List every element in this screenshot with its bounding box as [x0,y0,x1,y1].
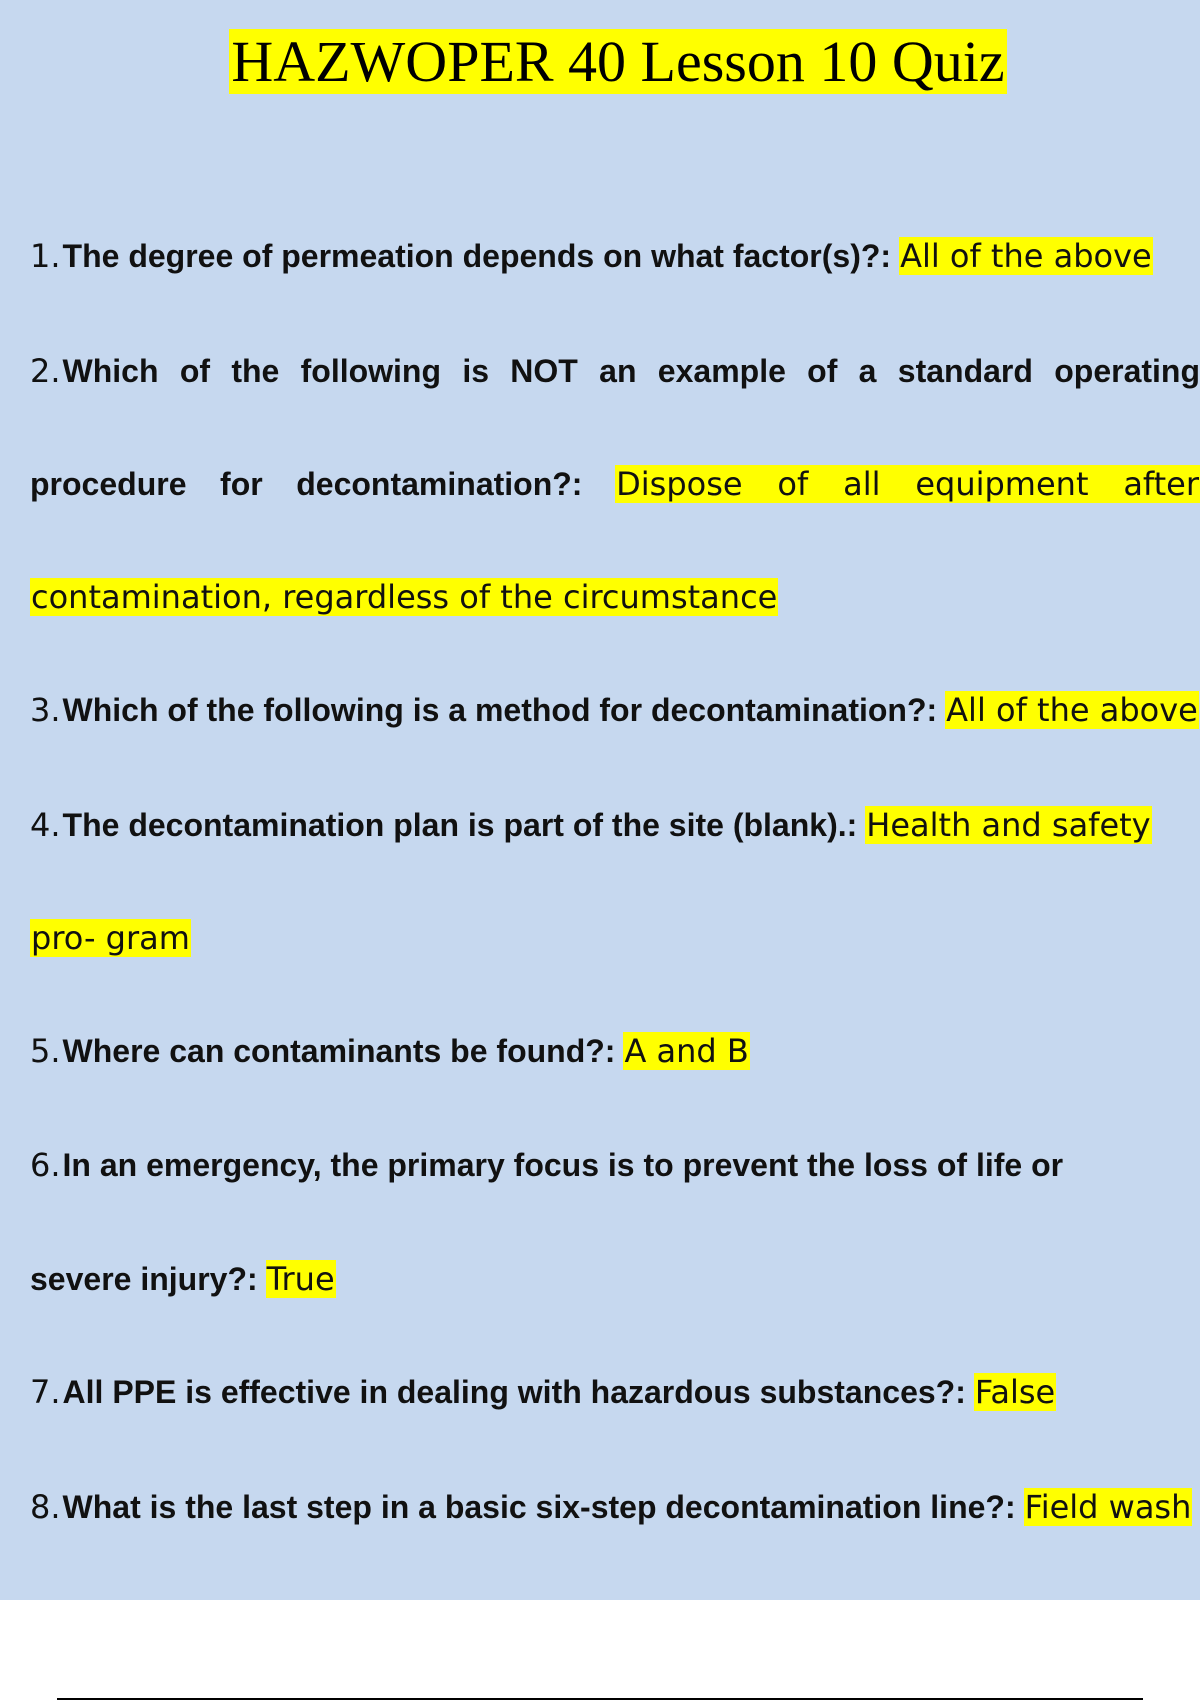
answer-highlight: pro- gram [31,919,190,957]
question-text: What is the last step in a basic six-step decontamination line?: [62,1489,1016,1525]
question-7 [30,1372,1056,1412]
question-2-line-2 [30,464,1200,504]
question-text: severe injury?: [30,1261,258,1297]
question-text: The degree of permeation depends on what factor(s)?: [62,238,892,274]
question-text: Which of the following is a method for decontamination?: [62,692,938,728]
question-number: 2. [30,352,61,390]
question-6-line-2 [30,1259,336,1299]
question-number: 1. [30,237,61,275]
question-8 [30,1487,1192,1527]
question-text: Where can contaminants be found?: [62,1033,616,1069]
question-number: 7. [30,1373,61,1411]
question-text: procedure for decontamination?: [30,466,583,502]
question-2-line-3 [30,577,778,617]
question-text: Which of the following is NOT an example of a standard operating [62,353,1200,389]
question-number: 3. [30,691,61,729]
answer-highlight: contamination, regardless of the circumstance [31,578,778,616]
question-2-line-1 [30,351,1200,391]
answer-highlight: All of the above [900,237,1152,275]
question-text: In an emergency, the primary focus is to prevent the loss of life or [62,1147,1064,1183]
answer-highlight: All of the above [946,691,1198,729]
question-number: 6. [30,1146,61,1184]
document-title-block [0,29,1200,95]
answer-highlight: True [266,1260,335,1298]
question-3 [30,690,1199,730]
question-1 [30,236,1153,276]
document-title: HAZWOPER 40 Lesson 10 Quiz [231,29,1005,94]
question-5 [30,1031,750,1071]
answer-highlight: False [974,1373,1056,1411]
answer-highlight: Health and safety [866,806,1151,844]
answer-highlight: Dispose of all equipment after [616,465,1200,503]
answer-highlight: A and B [624,1032,749,1070]
question-4-line-2 [30,918,191,958]
question-6-line-1 [30,1145,1063,1185]
question-number: 5. [30,1032,61,1070]
question-number: 4. [30,806,61,844]
question-text: The decontamination plan is part of the site (blank).: [62,807,858,843]
answer-highlight: Field wash [1024,1488,1192,1526]
question-number: 8. [30,1488,61,1526]
question-text: All PPE is effective in dealing with hazardous substances?: [62,1374,966,1410]
question-4-line-1 [30,805,1152,845]
